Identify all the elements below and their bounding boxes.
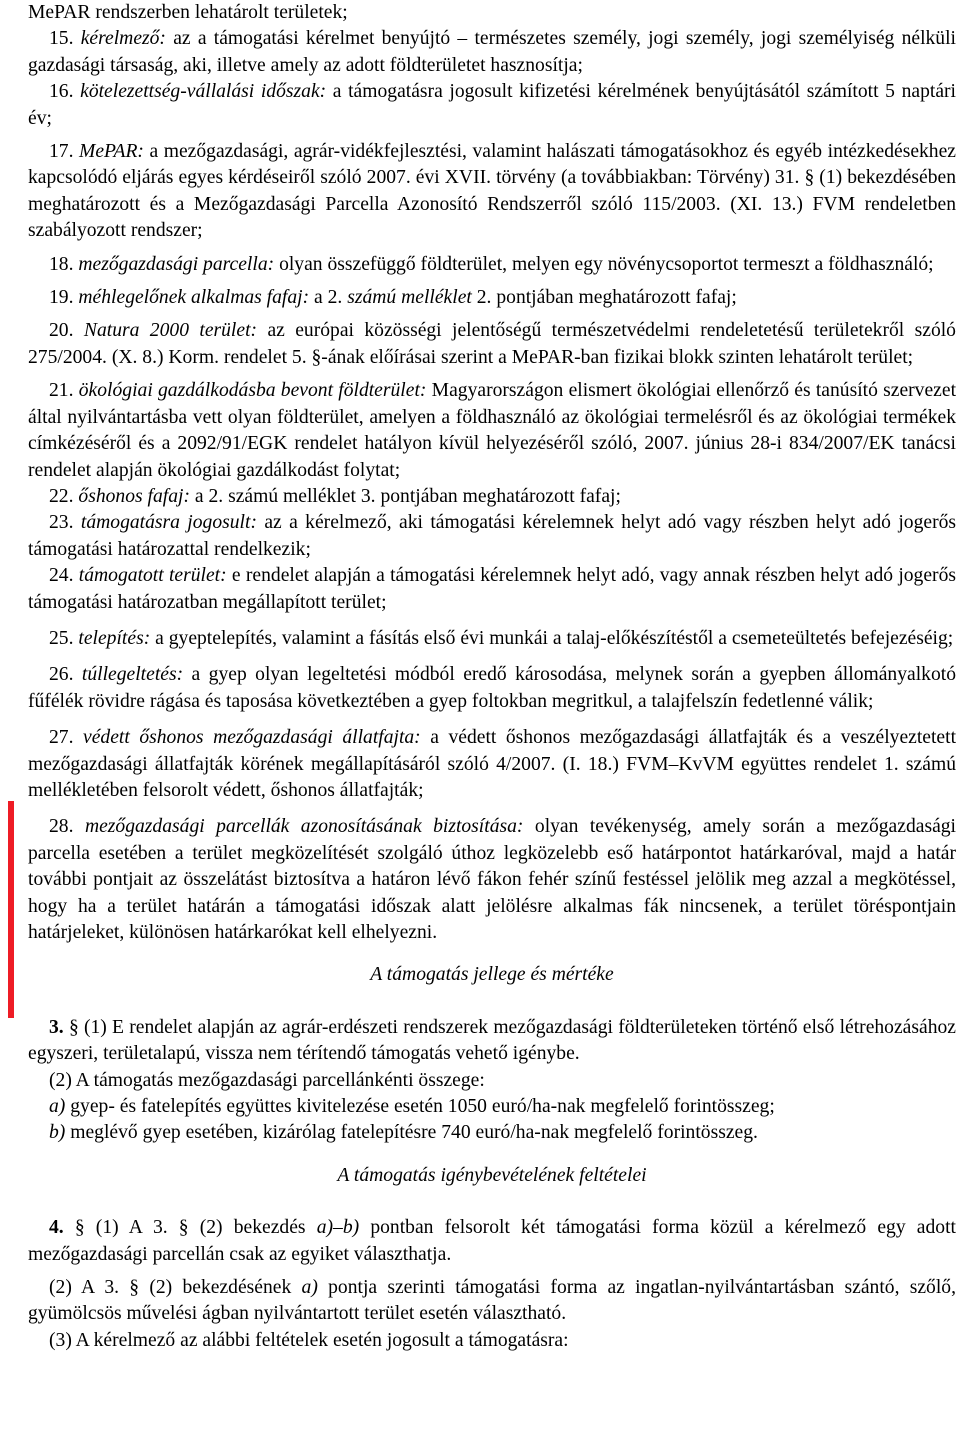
definition-23: 23. támogatásra jogosult: az a kérelmező, aki támogatási kérelemnek helyt adó vagy részben helyt adó jogerős támogatási határozattal rendelkezik; xyxy=(28,512,957,560)
section-heading-support-nature: A támogatás jellege és mértéke xyxy=(370,964,614,986)
definition-25: 25. telepítés: a gyeptelepítés, valamint a fásítás első évi munkái a talaj-előkészítéstől a csemeteültetés befejezéséig; xyxy=(49,627,954,649)
definition-27: 27. védett őshonos mezőgazdasági állatfajta: a védett őshonos mezőgazdasági állatfajták és a veszélyeztetett mezőgazdasági állatfajták körének megállapításáról szóló 4/2007. (I. 18.) FVM–KvVM együttes rendelet 1. számú mellékletében felsorolt védett, őshonos állatfajták; xyxy=(28,727,957,801)
definition-16: 16. kötelezettség-vállalási időszak: a támogatásra jogosult kifizetési kérelmének benyújtásától számított 5 naptári év; xyxy=(28,81,956,129)
definition-17: 17. MePAR: a mezőgazdasági, agrár-vidékfejlesztési, valamint halászati támogatásokhoz és egyéb intézkedésekhez kapcsolódó eljárás egyes kérdéseiről szóló 2007. évi XVII. törvény (a továbbiakban: Törvény) 31. § (1) bekezdésében meghatározott és a Mezőgazdasági Parcella Azonosító Rendszerről szóló 115/2003. (XI. 13.) FVM rendeletben szabályozott rendszer; xyxy=(28,141,956,242)
definition-20: 20. Natura 2000 terület: az európai közösségi jelentőségű természetvédelmi rendeletetésű területekről szóló 275/2004. (X. 8.) Korm. rendelet 5. §-ának előírásai szerint a MePAR-ban fizikai blokk szinten lehatárolt terület; xyxy=(28,320,956,368)
definition-28: 28. mezőgazdasági parcellák azonosításának biztosítása: olyan tevékenység, amely során a mezőgazdasági parcella esetében a terület megközelítését szolgáló úthoz legközelebb eső határpontot határkaróval, majd a határ további pontjait az összelátást biztosítva a határon lévő fákon fehér színű festéssel jelölik meg azzal a megkötéssel, hogy ha a terület határán a támogatási időszak alatt jelölésre alkalmas fák nincsenek, a terület töréspontjain határjeleket, különösen határkarókat kell elhelyezni. xyxy=(28,816,957,943)
definition-19: 19. méhlegelőnek alkalmas fafaj: a 2. számú melléklet 2. pontjában meghatározott fafaj; xyxy=(49,287,737,309)
section-3-point-b: b) meglévő gyep esetében, kizárólag fatelepítésre 740 euró/ha-nak megfelelő forintösszeg. xyxy=(49,1122,758,1144)
section-4-paragraph-2: (2) A 3. § (2) bekezdésének a) pontja szerinti támogatási forma az ingatlan-nyilvántartásban szántó, szőlő, gyümölcsös művelési ágban nyilvántartott terület esetén választható. xyxy=(28,1277,956,1325)
section-4-paragraph-3: (3) A kérelmező az alábbi feltételek esetén jogosult a támogatásra: xyxy=(49,1329,569,1351)
definition-21: 21. ökológiai gazdálkodásba bevont földterület: Magyarországon elismert ökológiai ellenőrző és tanúsító szervezet által nyilvántartásba vett olyan földterület, amelyen a földhasználó az ökológiai termelésről és az ökológiai termékek címkézéséről és a 2092/91/EGK rendelet hatályon kívül helyezéséről szóló, 2007. június 28-i 834/2007/EK tanácsi rendelet alapján ökológiai gazdálkodást folytat; xyxy=(28,380,957,481)
section-3-paragraph-1: 3. § (1) E rendelet alapján az agrár-erdészeti rendszerek mezőgazdasági földterületeken történő első létrehozásához egyszeri, területalapú, vissza nem térítendő támogatás vehető igénybe. xyxy=(28,1016,956,1065)
top-line: MePAR rendszerben lehatárolt területek; xyxy=(28,2,348,23)
definition-18: 18. mezőgazdasági parcella: olyan összefüggő földterület, melyen egy növénycsoportot termeszt a földhasználó; xyxy=(49,253,934,275)
definition-24: 24. támogatott terület: e rendelet alapján a támogatási kérelemnek helyt adó, vagy annak részben helyt adó jogerős támogatási határozatban megállapított terület; xyxy=(28,565,956,613)
definition-15: 15. kérelmező: az a támogatási kérelmet benyújtó – természetes személy, jogi személy, jogi személyiség nélküli gazdasági társaság, aki, illetve amely az adott földterületet hasznosítja; xyxy=(28,28,956,76)
section-heading-conditions: A támogatás igénybevételének feltételei xyxy=(337,1164,647,1186)
definition-26: 26. túllegeltetés: a gyep olyan legeltetési módból eredő károsodása, melynek során a gyepben állományalkotó fűfélék rövidre rágása és taposása következtében a gyep foltokban megritkul, a talajfelszín fedetlenné válik; xyxy=(28,664,956,712)
document-page xyxy=(28,0,956,1354)
section-3-paragraph-2: (2) A támogatás mezőgazdasági parcellánkénti összege: xyxy=(49,1069,485,1091)
change-marker-bar xyxy=(8,801,14,1018)
section-4-paragraph-1: 4. § (1) A 3. § (2) bekezdés a)–b) pontban felsorolt két támogatási forma közül a kérelmező egy adott mezőgazdasági parcellán csak az egyiket választhatja. xyxy=(28,1217,956,1265)
section-3-point-a: a) gyep- és fatelepítés együttes kivitelezése esetén 1050 euró/ha-nak megfelelő forintösszeg; xyxy=(49,1096,775,1118)
definition-22: 22. őshonos fafaj: a 2. számú melléklet 3. pontjában meghatározott fafaj; xyxy=(49,485,621,507)
